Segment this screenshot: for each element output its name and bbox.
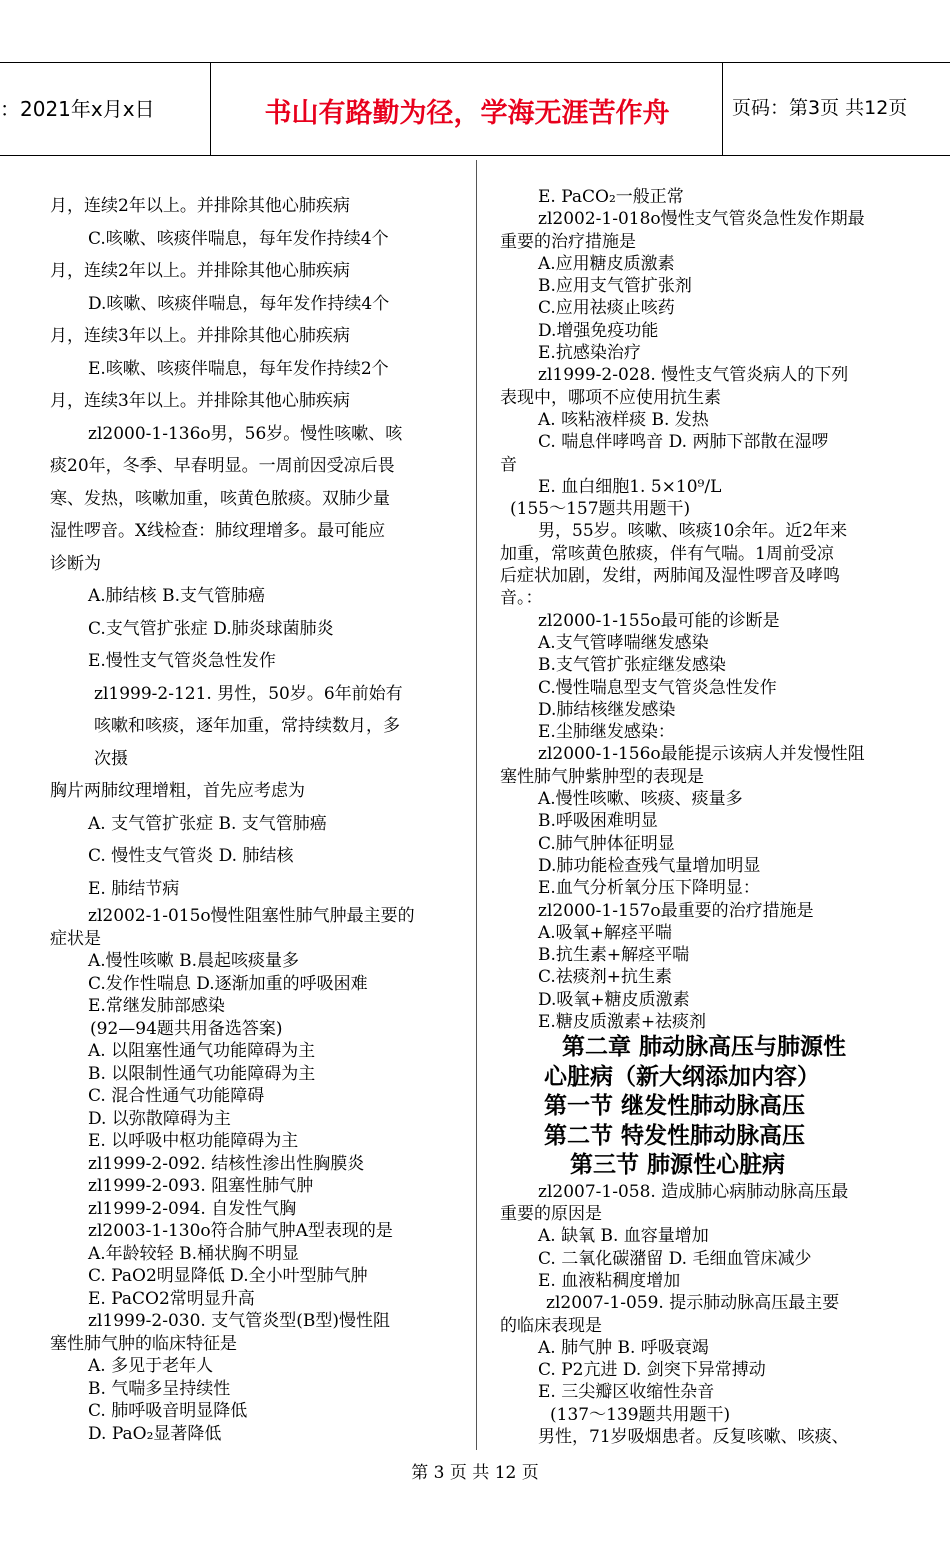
text-line: A.慢性咳嗽 B.晨起咳痰量多	[88, 951, 299, 971]
text-line: zl2002-1-015o慢性阻塞性肺气肿最主要的	[88, 906, 415, 926]
text-line: D. 以弥散障碍为主	[88, 1108, 231, 1129]
text-line: A.肺结核 B.支气管肺癌	[88, 586, 265, 606]
header-divider-left	[210, 63, 211, 155]
text-line: 胸片两肺纹理增粗，首先应考虑为	[50, 781, 305, 801]
text-line: A. 缺氧 B. 血容量增加	[538, 1226, 709, 1247]
text-line: 咳嗽和咳痰，逐年加重，常持续数月，多	[94, 716, 400, 736]
text-line: 的临床表现是	[500, 1315, 602, 1336]
right-column	[500, 186, 940, 1448]
text-line: C.应用祛痰止咳药	[538, 298, 675, 319]
text-line: A.应用糖皮质激素	[538, 253, 675, 274]
text-line: D.咳嗽、咳痰伴喘息，每年发作持续4个	[88, 293, 390, 314]
text-line: C. 肺呼吸音明显降低	[88, 1401, 248, 1421]
text-line: zl2000-1-157o最重要的治疗措施是	[538, 900, 814, 921]
text-line: zl2000-1-156o最能提示该病人并发慢性阻	[538, 744, 865, 765]
section-heading: 第二章 肺动脉高压与肺源性	[562, 1034, 847, 1061]
left-column	[50, 190, 470, 1445]
text-line: A. 咳粘液样痰 B. 发热	[538, 409, 709, 430]
text-line: E.糖皮质激素+祛痰剂	[538, 1011, 707, 1032]
text-line: (137～139题共用题干)	[550, 1404, 731, 1425]
section-heading: 第一节 继发性肺动脉高压	[544, 1093, 806, 1120]
text-line: A.支气管哮喘继发感染	[538, 632, 709, 653]
text-line: D.肺结核继发感染	[538, 699, 676, 720]
text-line: C.支气管扩张症 D.肺炎球菌肺炎	[88, 618, 334, 639]
text-line: B.支气管扩张症继发感染	[538, 655, 726, 676]
text-line: 月，连续2年以上。并排除其他心肺疾病	[50, 196, 350, 216]
text-line: E. PaCO₂一般正常	[538, 187, 684, 207]
text-line: B.呼吸困难明显	[538, 811, 658, 832]
text-line: zl1999-2-092. 结核性渗出性胸膜炎	[88, 1153, 365, 1174]
text-line: E. 血液粘稠度增加	[538, 1270, 681, 1291]
text-line: zl1999-2-030. 支气管炎型(B型)慢性阻	[88, 1311, 390, 1331]
text-line: 月，连续2年以上。并排除其他心肺疾病	[50, 261, 350, 281]
text-line: zl2007-1-058. 造成肺心病肺动脉高压最	[538, 1181, 849, 1202]
text-line: 重要的原因是	[500, 1204, 602, 1225]
text-line: 音。：	[500, 588, 543, 609]
text-line: zl1999-2-094. 自发性气胸	[88, 1198, 297, 1219]
text-line: E.抗感染治疗	[538, 343, 641, 364]
section-heading: 第三节 肺源性心脏病	[570, 1152, 786, 1179]
text-line: C.发作性喘息 D.逐渐加重的呼吸困难	[88, 973, 368, 994]
text-line: 男，55岁。咳嗽、咳痰10余年。近2年来	[538, 521, 848, 542]
text-line: zl1999-2-121. 男性，50岁。6年前始有	[94, 683, 403, 704]
text-line: 加重，常咳黄色脓痰，伴有气喘。1周前受凉	[500, 543, 834, 564]
text-line: E. PaCO2常明显升高	[88, 1288, 255, 1309]
text-line: E. 血白细胞1. 5×10⁹/L	[538, 476, 722, 497]
page-footer: 第 3 页 共 12 页	[411, 1463, 539, 1483]
text-line: 痰20年，冬季、早春明显。一周前因受凉后畏	[50, 456, 395, 476]
text-line: 男性，71岁吸烟患者。反复咳嗽、咳痰、	[538, 1427, 849, 1448]
header-motto: 书山有路勤为径，学海无涯苦作舟	[264, 98, 670, 129]
text-line: D.吸氧+糖皮质激素	[538, 989, 690, 1010]
text-line: 次摄	[94, 748, 128, 769]
text-line: 诊断为	[50, 553, 101, 574]
text-line: zl1999-2-093. 阻塞性肺气肿	[88, 1176, 314, 1196]
text-line: A.吸氧+解痉平喘	[538, 922, 672, 943]
text-line: C.祛痰剂+抗生素	[538, 967, 673, 988]
text-line: E.尘肺继发感染：	[538, 722, 675, 743]
text-line: E. 肺结节病	[88, 878, 180, 899]
text-line: 月，连续3年以上。并排除其他心肺疾病	[50, 391, 350, 411]
text-line: 音	[500, 454, 517, 475]
text-line: zl2003-1-130o符合肺气肿A型表现的是	[88, 1221, 393, 1241]
text-line: 重要的治疗措施是	[500, 231, 636, 252]
text-line: C. 喘息伴哮鸣音 D. 两肺下部散在湿啰	[538, 432, 829, 453]
text-line: A. 多见于老年人	[88, 1356, 214, 1376]
text-line: D. PaO₂显著降低	[88, 1423, 222, 1444]
text-line: 寒、发热，咳嗽加重，咳黄色脓痰。双肺少量	[50, 488, 390, 509]
text-line: (155～157题共用题干)	[510, 499, 691, 520]
section-heading: 心脏病（新大纲添加内容）	[544, 1063, 820, 1090]
text-line: 塞性肺气肿紫肿型的表现是	[500, 766, 704, 787]
text-line: A. 支气管扩张症 B. 支气管肺癌	[88, 813, 327, 834]
text-line: D.增强免疫功能	[538, 320, 659, 341]
page-header	[0, 62, 950, 156]
text-line: 月，连续3年以上。并排除其他心肺疾病	[50, 326, 350, 346]
text-line: D.肺功能检查残气量增加明显	[538, 855, 761, 876]
text-line: A.年龄较轻 B.桶状胸不明显	[88, 1243, 299, 1264]
text-line: C.肺气肿体征明显	[538, 833, 675, 854]
text-line: E.慢性支气管炎急性发作	[88, 651, 276, 671]
section-heading: 第二节 特发性肺动脉高压	[544, 1122, 806, 1149]
text-line: C. 慢性支气管炎 D. 肺结核	[88, 846, 294, 866]
text-line: C. 混合性通气功能障碍	[88, 1086, 265, 1106]
text-line: E.咳嗽、咳痰伴喘息，每年发作持续2个	[88, 358, 389, 379]
text-line: zl2007-1-059. 提示肺动脉高压最主要	[546, 1293, 840, 1314]
column-divider	[476, 160, 477, 1450]
text-line: C. 二氧化碳潴留 D. 毛细血管床减少	[538, 1248, 812, 1269]
text-line: B. 以限制性通气功能障碍为主	[88, 1063, 316, 1084]
text-line: E. 三尖瓣区收缩性杂音	[538, 1382, 715, 1403]
text-line: zl2000-1-155o最可能的诊断是	[538, 610, 780, 631]
text-line: 表现中，哪项不应使用抗生素	[500, 387, 721, 408]
header-date: ：2021年x月x日	[0, 97, 155, 121]
text-line: 湿性啰音。X线检查：肺纹理增多。最可能应	[50, 521, 386, 541]
text-line: 症状是	[50, 928, 101, 949]
text-line: A. 以阻塞性通气功能障碍为主	[88, 1041, 316, 1061]
text-line: C.慢性喘息型支气管炎急性发作	[538, 677, 777, 698]
text-line: 塞性肺气肿的临床特征是	[50, 1333, 237, 1354]
text-line: 后症状加剧，发绀，两肺闻及湿性啰音及哮鸣	[500, 566, 840, 587]
header-page-number: 页码：第3页 共12页	[732, 97, 908, 119]
text-line: zl1999-2-028. 慢性支气管炎病人的下列	[538, 365, 849, 386]
text-line: A. 肺气肿 B. 呼吸衰竭	[538, 1337, 709, 1358]
text-line: zl2002-1-018o慢性支气管炎急性发作期最	[538, 209, 865, 230]
text-line: (92—94题共用备选答案)	[90, 1018, 283, 1039]
text-line: B. 气喘多呈持续性	[88, 1378, 231, 1399]
header-divider-right	[722, 63, 723, 155]
text-line: E.常继发肺部感染	[88, 996, 225, 1016]
text-line: E. 以呼吸中枢功能障碍为主	[88, 1131, 299, 1151]
text-line: B.抗生素+解痉平喘	[538, 945, 690, 966]
text-line: E.血气分析氧分压下降明显：	[538, 878, 760, 899]
text-line: C.咳嗽、咳痰伴喘息，每年发作持续4个	[88, 228, 389, 249]
text-line: zl2000-1-136o男，56岁。慢性咳嗽、咳	[88, 423, 403, 444]
text-line: B.应用支气管扩张剂	[538, 276, 692, 297]
text-line: A.慢性咳嗽、咳痰、痰量多	[538, 789, 743, 810]
text-line: C. P2亢进 D. 剑突下异常搏动	[538, 1360, 766, 1381]
text-line: C. PaO2明显降低 D.全小叶型肺气肿	[88, 1266, 368, 1286]
